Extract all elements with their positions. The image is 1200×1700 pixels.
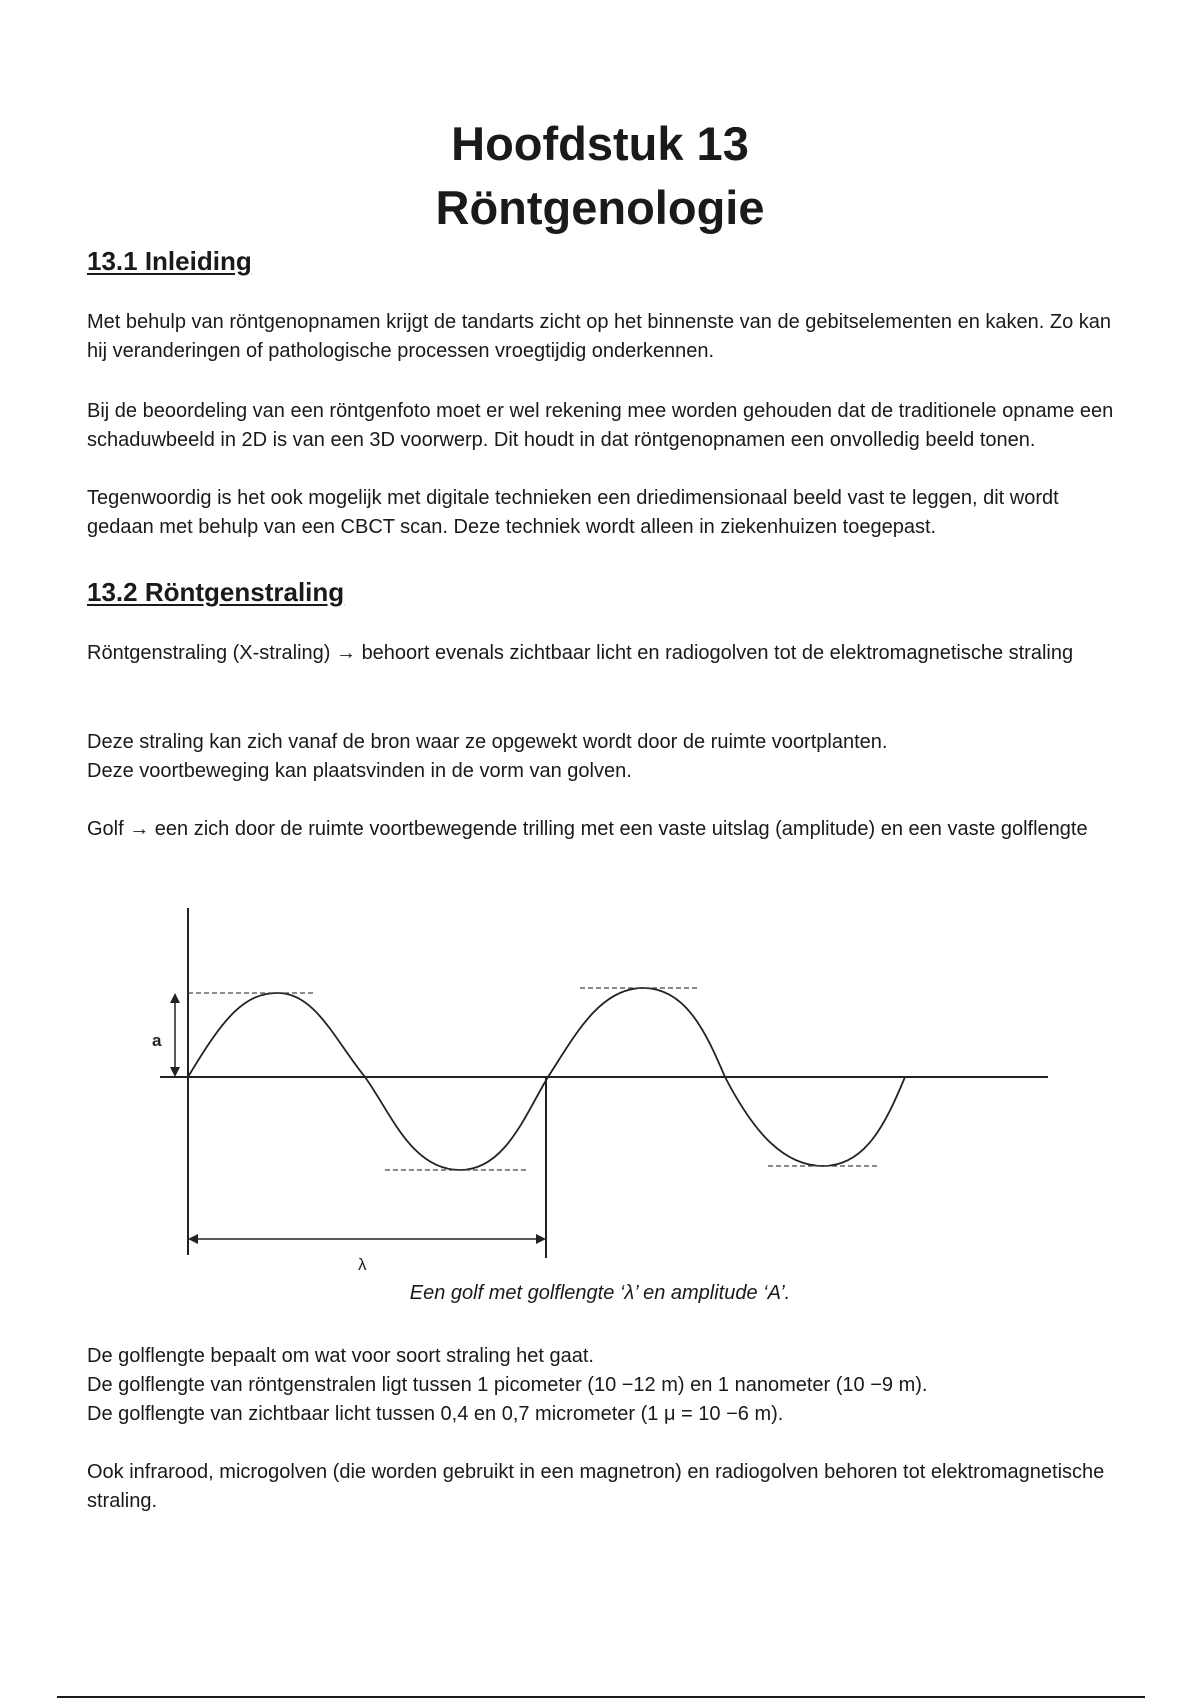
wavelength-label: λ: [358, 1255, 367, 1274]
amplitude-label: a: [152, 1031, 162, 1050]
definition-term: Golf →: [87, 818, 155, 840]
paragraph-golven: Deze voortbeweging kan plaatsvinden in de vorm van golven.: [87, 760, 632, 782]
section-heading-rontgenstraling: 13.2 Röntgenstraling: [87, 577, 345, 607]
paragraph-golflengte-soort: De golflengte bepaalt om wat voor soort straling het gaat.: [87, 1345, 594, 1367]
definition-term: Röntgenstraling (X-straling) →: [87, 642, 362, 664]
section-heading-inleiding: 13.1 Inleiding: [87, 246, 252, 276]
footer-rule: [57, 1696, 1145, 1698]
paragraph-cbct: Tegenwoordig is het ook mogelijk met digitale technieken een driedimensionaal beeld vast te leggen, dit wordt gedaan met behulp van een CBCT scan. Deze techniek wordt alleen in ziekenhuizen toegepast.: [87, 487, 1059, 538]
figure-caption: Een golf met golflengte ‘λ’ en amplitude ‘A’.: [409, 1282, 791, 1304]
title-line-2: Röntgenologie: [435, 181, 765, 234]
amplitude-arrowhead-bottom: [170, 1067, 180, 1077]
paragraph-andere-straling: Ook infrarood, microgolven (die worden gebruikt in een magnetron) en radiogolven behoren tot elektromagnetische straling.: [87, 1461, 1105, 1512]
paragraph-voortplanting: Deze straling kan zich vanaf de bron waar ze opgewekt wordt door de ruimte voortplanten.: [87, 731, 888, 753]
title-line-1: Hoofdstuk 13: [451, 117, 749, 170]
paragraph-golflengte-licht: De golflengte van zichtbaar licht tussen 0,4 en 0,7 micrometer (1 μ = 10 −6 m).: [87, 1403, 784, 1425]
wavelength-arrowhead-right: [536, 1234, 546, 1244]
paragraph-beoordeling: Bij de beoordeling van een röntgenfoto moet er wel rekening mee worden gehouden dat de traditionele opname een schaduwbeeld in 2D is van een 3D voorwerp. Dit houdt in dat röntgenopnamen een onvolledig beeld tonen.: [87, 400, 1114, 451]
paragraph-intro: Met behulp van röntgenopnamen krijgt de tandarts zicht op het binnenste van de gebitselementen en kaken. Zo kan hij veranderingen of pathologische processen vroegtijdig onderkennen.: [87, 311, 1112, 362]
paragraph-golflengte-rontgen: De golflengte van röntgenstralen ligt tussen 1 picometer (10 −12 m) en 1 nanometer (10 −9 m).: [87, 1374, 928, 1396]
definition-text: een zich door de ruimte voortbewegende trilling met een vaste uitslag (amplitude) en een vaste golflengte: [154, 818, 1088, 840]
wavelength-arrowhead-left: [188, 1234, 198, 1244]
definition-text: behoort evenals zichtbaar licht en radiogolven tot de elektromagnetische straling: [361, 642, 1074, 664]
amplitude-arrowhead-top: [170, 993, 180, 1003]
